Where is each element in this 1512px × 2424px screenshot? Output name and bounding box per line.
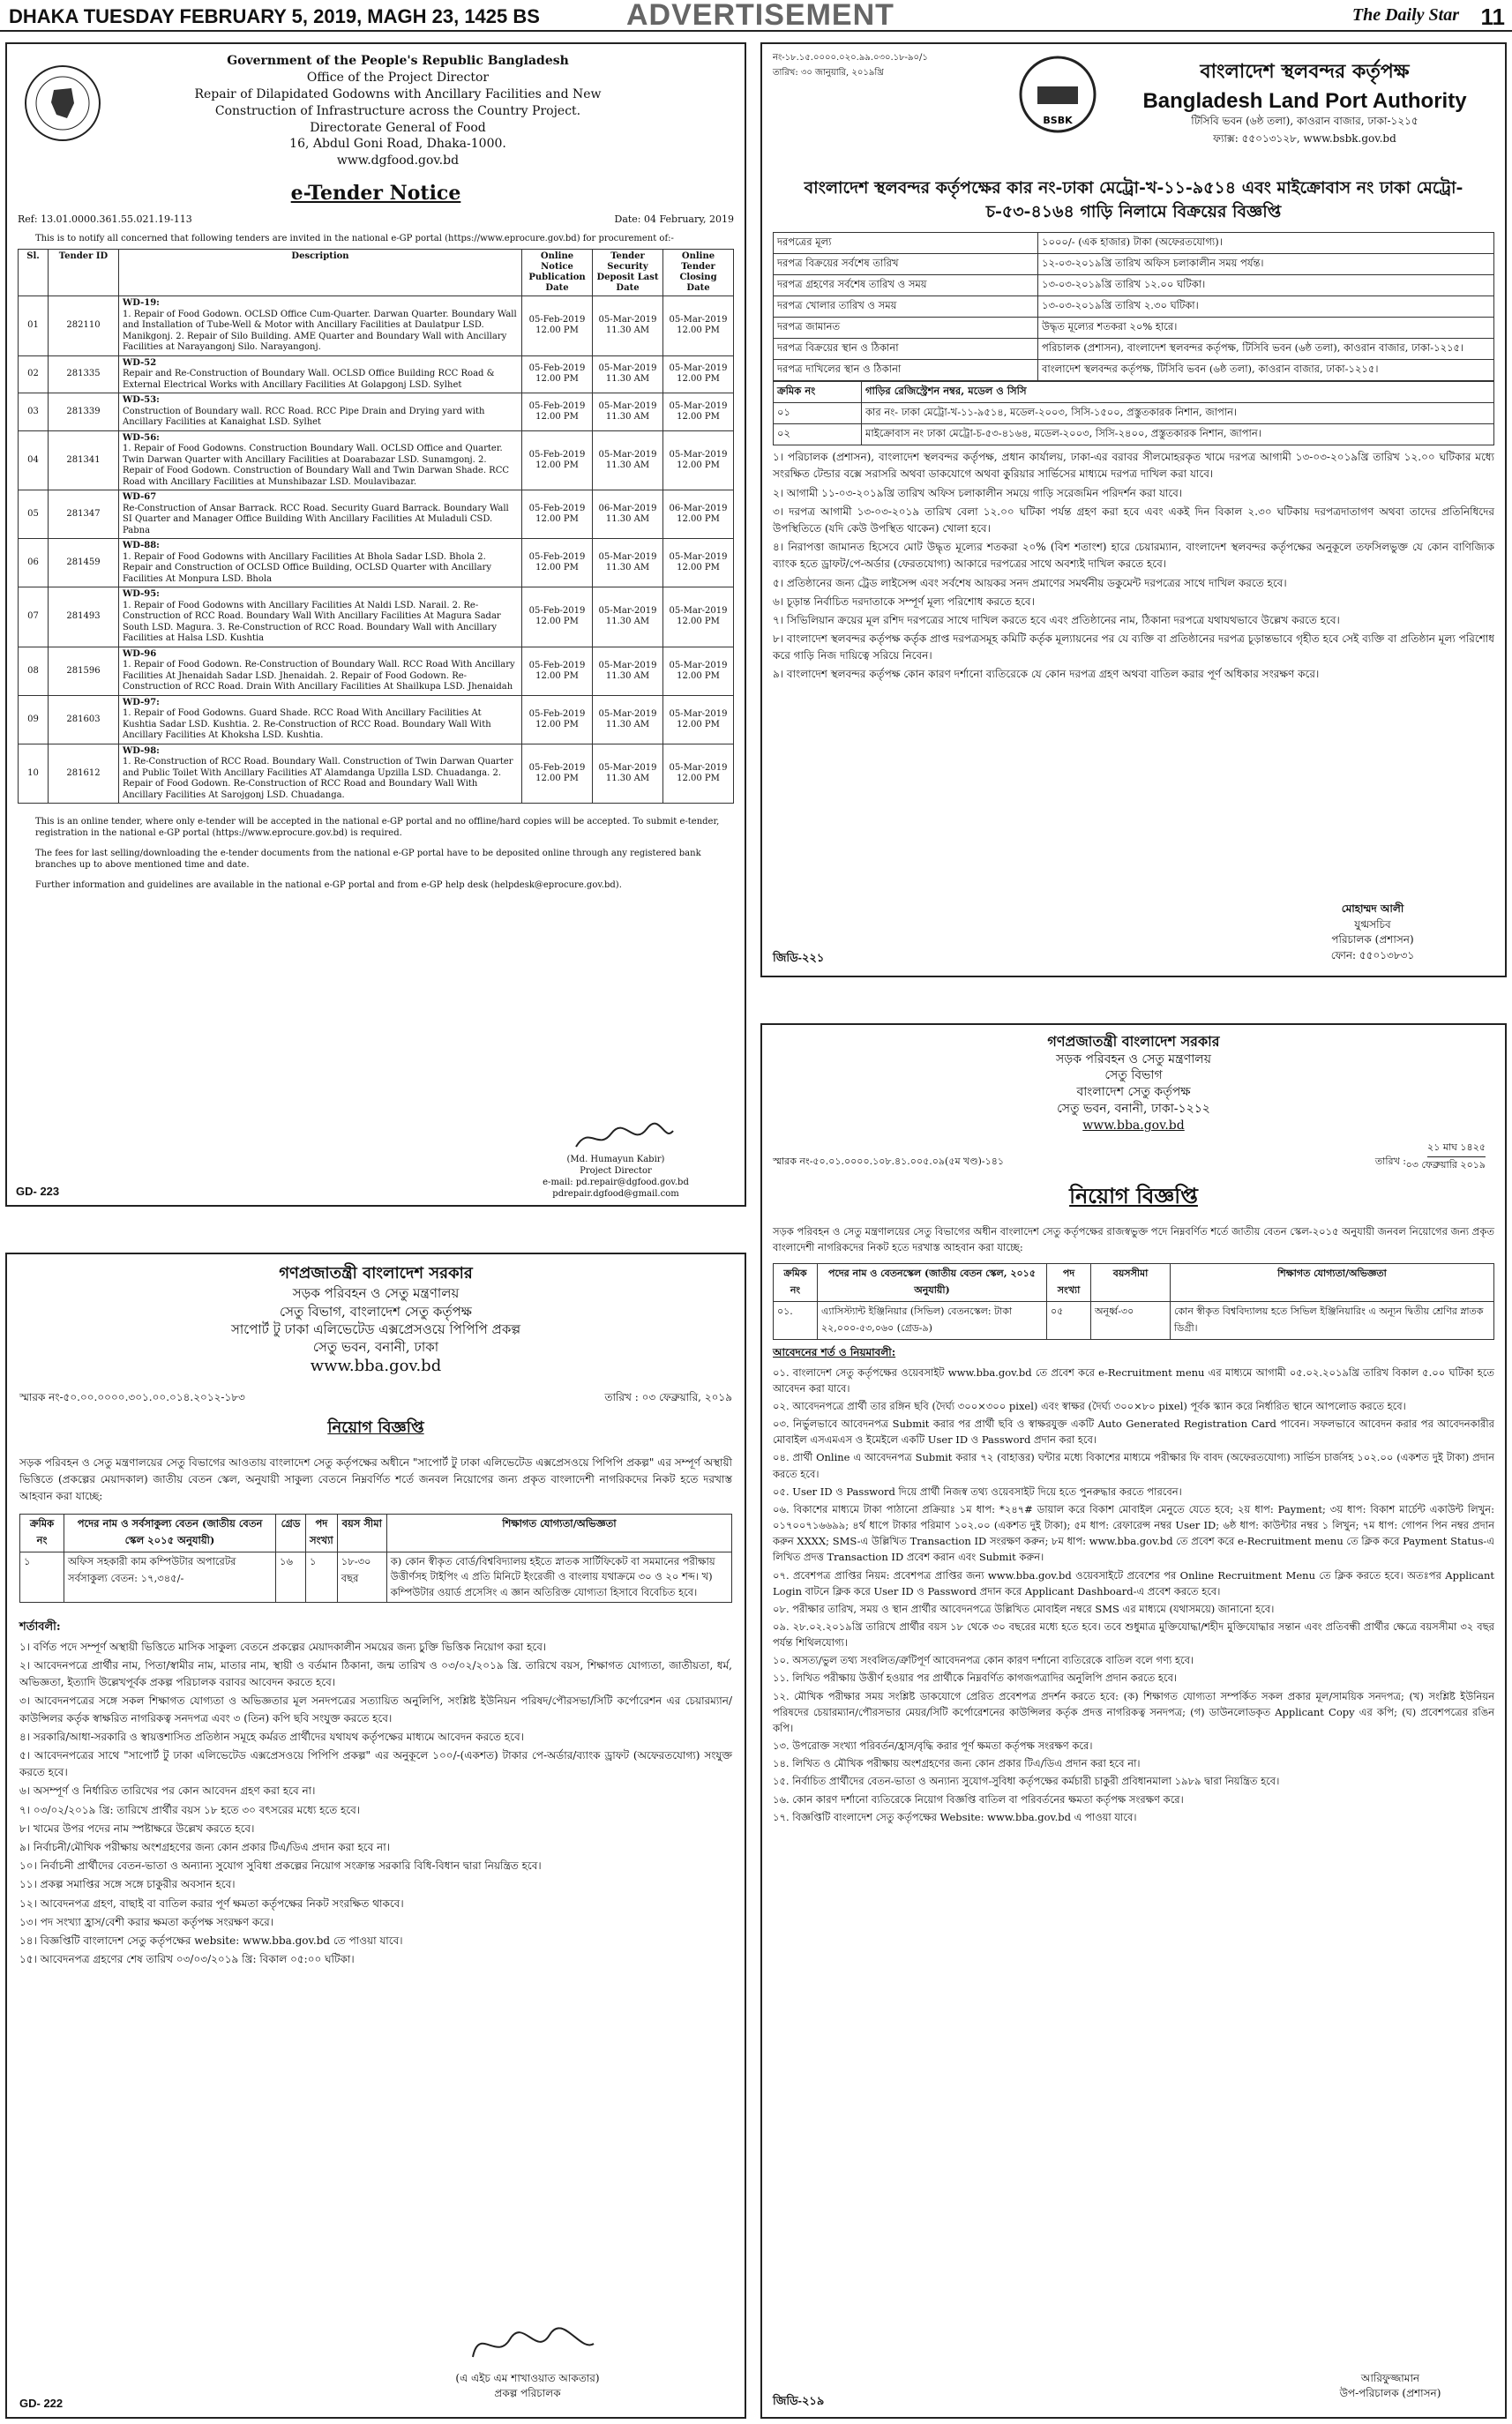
table-row <box>774 296 1494 318</box>
bba-recruitment-notice-1 <box>5 1253 746 2419</box>
bba2-division: সেতু বিভাগ <box>1104 1068 1163 1083</box>
project-line-2: Construction of Infrastructure across the Country Project. <box>214 103 581 118</box>
row-description-cell <box>119 355 522 393</box>
info-value: ১২-০৩-২০১৯খ্রি তারিখ অফিস চলাকালীন সময় পর্যন্ত। <box>1038 254 1494 275</box>
authority-fax: ফ্যাক্স: ৫৫০১৩১২৮, www.bsbk.gov.bd <box>1213 132 1396 145</box>
directorate-line: Directorate General of Food <box>310 120 486 135</box>
page-number: 11 <box>1480 4 1505 30</box>
land-signatory-title-2: পরিচালক (প্রশাসন) <box>1331 933 1414 946</box>
row-sl: 10 <box>19 744 49 804</box>
list-item: ০২. আবেদনপত্রে প্রার্থী তার রঙ্গিন ছবি (দৈর্ঘ্য ৩০০×৩০০ pixel) এবং স্বাক্ষর (দৈর্ঘ্য ৩০০×৮০ pixel) পূর্বক স্ক্যান করে নির্ধারিত স্থানে আপলোড করতে হবে। <box>773 1399 1406 1412</box>
row-tender-id: 281459 <box>49 539 119 587</box>
note-fees: The fees for last selling/downloading the e-tender documents from the national e-GP portal have to be deposited online through any registered bank branches up to above mentioned time and date. <box>35 849 701 871</box>
row-security-date: 06-Mar-2019 11.30 AM <box>593 490 663 539</box>
bba1-ministry: সড়ক পরিবহন ও সেতু মন্ত্রণালয় <box>292 1285 460 1302</box>
row-security-date: 05-Mar-2019 11.30 AM <box>593 744 663 804</box>
bba2-terms-heading: আবেদনের শর্ত ও নিয়মাবলী: <box>773 1345 896 1358</box>
bba1-cell: ১৬ <box>276 1552 306 1603</box>
list-item: ১২. মৌখিক পরীক্ষার সময় সংশ্লিষ্ট ডাকযোগে প্রেরিত প্রবেশপত্র প্রদর্শন করতে হবে: (ক) শিক্ষাগত যোগ্যতা সম্পর্কিত সকল প্রকার মূল/সাময়িক সনদপত্র; (খ) সংশ্লিষ্ট ইউনিয়ন পরিষদের চেয়ারম্যান/পৌরসভার মেয়র/সিটি কর্পোরেশনের কাউন্সিলর কর্তৃক প্রদত্ত নাগরিকত্ব সনদপত্র; (গ) ডাউনলোডকৃত Applicant Copy এর কপি; (ঘ) প্রবেশপত্রের রঙিন কপি। <box>773 1689 1494 1734</box>
list-item: ৩। আবেদনপত্রের সঙ্গে সকল শিক্ষাগত যোগ্যতা ও অভিজ্ঞতার মূল সনদপত্রের সত্যায়িত অনুলিপি, সংশ্লিষ্ট ইউনিয়ন পরিষদ/পৌরসভা/সিটি কর্পোরেশন এর চেয়ারম্যান/কাউন্সিলর কর্তৃক স্বাক্ষরিত নাগরিকত্ব সনদপত্র এবং ৩ (তিন) কপি ছবি সংযুক্ত করতে হবে। <box>19 1695 732 1724</box>
row-security-date: 05-Mar-2019 11.30 AM <box>593 393 663 431</box>
dateline: DHAKA TUESDAY FEBRUARY 5, 2019, MAGH 23, 1425 BS <box>9 5 540 27</box>
table-row <box>774 403 1494 424</box>
bba1-cell: ১ <box>306 1552 338 1603</box>
signature-icon <box>572 1120 677 1156</box>
row-closing-date: 06-Mar-2019 12.00 PM <box>663 490 734 539</box>
e-tender-notice <box>5 42 746 1207</box>
bba1-division: সেতু বিভাগ, বাংলাদেশ সেতু কর্তৃপক্ষ <box>280 1303 472 1320</box>
col-publication: Online Notice Publication Date <box>522 250 593 296</box>
row-publication-date: 05-Feb-2019 12.00 PM <box>522 296 593 356</box>
land-signatory-phone: ফোন: ৫৫০১৩৮৩১ <box>1330 948 1415 961</box>
col-security: Tender Security Deposit Last Date <box>593 250 663 296</box>
land-port-auction-notice <box>760 42 1507 977</box>
list-item: ৪। সরকারি/আধা-সরকারি ও স্বায়ত্তশাসিত প্রতিষ্ঠান সমূহে কর্মরত প্রার্থীদের যথাযথ কর্তৃপক্ষের মাধ্যমে আবেদন করতে হবে। <box>19 1730 524 1743</box>
government-seal-icon <box>23 64 102 143</box>
col-closing: Online Tender Closing Date <box>663 250 734 296</box>
table-row <box>774 233 1494 254</box>
list-item: ১৪। বিজ্ঞপ্তিটি বাংলাদেশ সেতু কর্তৃপক্ষের website: www.bba.gov.bd তে পাওয়া যাবে। <box>19 1934 403 1947</box>
row-description-cell <box>119 695 522 744</box>
bba2-date-bengali: ২১ মাঘ ১৪২৫ <box>1427 1140 1486 1157</box>
row-tender-id: 281339 <box>49 393 119 431</box>
row-security-date: 05-Mar-2019 11.30 AM <box>593 587 663 647</box>
bba1-terms-heading: শর্তাবলী: <box>19 1620 61 1634</box>
bba2-website[interactable]: www.bba.gov.bd <box>1082 1118 1185 1133</box>
bba2-memo: স্মারক নং-৫০.০১.০০০০.১০৮.৪১.০০৫.০৯(৫ম খণ্ড)-১৪১ <box>773 1156 1005 1168</box>
table-row <box>774 275 1494 296</box>
row-publication-date: 05-Feb-2019 12.00 PM <box>522 490 593 539</box>
website-link[interactable]: www.dgfood.gov.bd <box>336 153 460 168</box>
table-row <box>774 424 1494 445</box>
land-signatory-title: যুগ্মসচিব <box>1354 917 1391 931</box>
table-row <box>19 744 734 804</box>
list-item: ১১. লিখিত পরীক্ষায় উত্তীর্ণ হওয়ার পর প্রার্থীকে নিম্নবর্ণিত কাগজপত্রাদির অনুলিপি প্রদান করতে হবে। <box>773 1672 1178 1685</box>
bba2-cell: এ্যাসিস্ট্যান্ট ইঞ্জিনিয়ার (সিভিল) বেতনস্কেল: টাকা ২২,০০০-৫৩,০৬০ (গ্রেড-৯) <box>818 1301 1047 1339</box>
signatory-email: e-mail: pd.repair@dgfood.gov.bd <box>543 1178 689 1187</box>
bba1-cell: ১৮-৩০ বছর <box>337 1552 386 1603</box>
bba1-signature-icon <box>466 2322 598 2366</box>
row-code: WD-88: <box>123 541 160 551</box>
row-publication-date: 05-Feb-2019 12.00 PM <box>522 430 593 490</box>
info-label: দরপত্র বিক্রয়ের স্থান ও ঠিকানা <box>774 339 1038 360</box>
list-item: ৬। অসম্পূর্ণ ও নির্ধারিত তারিখের পর কোন আবেদন গ্রহণ করা হবে না। <box>19 1784 316 1798</box>
vehicle-sl: ০১ <box>774 403 862 424</box>
list-item: ০৯. ২৮.০২.২০১৯খ্রি তারিখে প্রার্থীর বয়স ১৮ থেকে ৩০ বছরের মধ্যে হতে হবে। তবে শুধুমাত্র মুক্তিযোদ্ধা/শহীদ মুক্তিযোদ্ধার সন্তান এবং প্রতিবন্ধী প্রার্থীর ক্ষেত্রে বয়সসীমা ৩২ বছর পর্যন্ত শিথিলযোগ্য। <box>773 1620 1494 1650</box>
bba2-address: সেতু ভবন, বনানী, ঢাকা-১২১২ <box>1057 1102 1210 1117</box>
row-description-cell <box>119 744 522 804</box>
logo-text: BSBK <box>1043 115 1073 126</box>
row-description: 1. Repair of Food Godown. Re-Construction of Boundary Wall. RCC Road With Ancillary Facilities At Jhenaidah Sadar LSD. Jhenaidah. 2. Repair of Food Godown. Re-Construction of RCC Road. Drain With Ancillary Facilities At Shailkupa LSD. Jhenaidah <box>123 660 515 692</box>
row-sl: 02 <box>19 355 49 393</box>
list-item: ০১. বাংলাদেশ সেতু কর্তৃপক্ষের ওয়েবসাইট www.bba.gov.bd তে প্রবেশ করে e-Recruitment menu এর মাধ্যমে আগামী ০৫.০২.২০১৯খ্রি তারিখ বিকাল ৫.০০ ঘটিকা হতে আবেদন করা যাবে। <box>773 1365 1494 1395</box>
table-row <box>19 587 734 647</box>
list-item: ১৭. বিজ্ঞপ্তিটি বাংলাদেশ সেতু কর্তৃপক্ষের Website: www.bba.gov.bd এ পাওয়া যাবে। <box>773 1810 1137 1823</box>
bba1-memo: স্মারক নং-৫০.০০.০০০০.৩০১.০০.০১৪.২০১২-১৮৩ <box>19 1390 245 1403</box>
bba1-col-count: পদ সংখ্যা <box>306 1515 338 1552</box>
row-description: 1. Repair of Food Godowns. Construction Boundary Wall. OCLSD Office and Quarter. Twin Darwan Quarter with Ancillary Facilities at Doarabazar LSD. Sunamgonj. 2. Repair of Food Godown. Construction of Boundary Wall and Twin Darwan Shade. RCC Road with Ancillary Facilities at Munshibazar LSD. Moulavibazar. <box>123 444 510 487</box>
table-row <box>774 318 1494 339</box>
row-publication-date: 05-Feb-2019 12.00 PM <box>522 587 593 647</box>
row-sl: 06 <box>19 539 49 587</box>
row-description: Construction of Boundary wall. RCC Road. RCC Pipe Drain and Drying yard with Ancillary Facilities at Kanaighat LSD. Sylhet <box>123 406 485 428</box>
land-gd-number: জিডি-২২১ <box>773 951 825 964</box>
row-closing-date: 05-Mar-2019 12.00 PM <box>663 695 734 744</box>
row-tender-id: 281341 <box>49 430 119 490</box>
table-row <box>19 355 734 393</box>
list-item: ১০। নির্বাচনী প্রার্থীদের বেতন-ভাতা ও অন্যান্য সুযোগ সুবিধা প্রকল্পের নিয়োগ সংক্রান্ত সরকারি বিধি-বিধান দ্বারা নিয়ন্ত্রিত হবে। <box>19 1859 542 1873</box>
vehicle-col-sl: ক্রমিক নং <box>774 382 862 403</box>
list-item: ০৮. পরীক্ষার তারিখ, সময় ও স্থান প্রার্থীর আবেদনপত্রে উল্লিখিত মোবাইল নম্বরে SMS এর মাধ্যমে (যথাসময়ে) জানানো হবে। <box>773 1602 1275 1615</box>
list-item: ১০. অসত্য/ভুল তথ্য সংবলিত/ত্রুটিপূর্ণ আবেদনপত্র কোন কারণ দর্শানো ব্যতিরেকে বাতিল বলে গণ্য হবে। <box>773 1654 1194 1667</box>
list-item: ১৩। পদ সংখ্যা হ্রাস/বেশী করার ক্ষমতা কর্তৃপক্ষ সংরক্ষণ করে। <box>19 1915 273 1928</box>
auction-info-table <box>773 232 1494 381</box>
info-value: পরিচালক (প্রশাসন), বাংলাদেশ স্থলবন্দর কর্তৃপক্ষ, টিসিবি ভবন (৬ষ্ঠ তলা), কাওরান বাজার, ঢাকা-১২১৫। <box>1038 339 1494 360</box>
list-item: ১৫. নির্বাচিত প্রার্থীদের বেতন-ভাতা ও অন্যান্য সুযোগ-সুবিধা কর্তৃপক্ষের কর্মচারী চাকুরী প্রবিধানমালা ১৯৮৯ দ্বারা নিয়ন্ত্রিত হবে। <box>773 1775 1280 1788</box>
bba2-date-gregorian: ০৩ ফেব্রুয়ারি ২০১৯ <box>1405 1159 1486 1171</box>
note-online: This is an online tender, where only e-tender will be accepted in the national e-GP portal and no offline/hard copies will be accepted. To submit e-tender, registration in the national e-GP portal (https://www.eprocure.gov.bd) is required. <box>35 817 720 839</box>
list-item: ১৬. কোন কারণ দর্শানো ব্যতিরেকে নিয়োগ বিজ্ঞপ্তি বাতিল বা পরিবর্তনের ক্ষমতা কর্তৃপক্ষ সংরক্ষণ করে। <box>773 1792 1184 1806</box>
info-label: দরপত্র খোলার তারিখ ও সময় <box>774 296 1038 318</box>
row-closing-date: 05-Mar-2019 12.00 PM <box>663 647 734 695</box>
bba2-signatory-name: আরিফুজ্জামান <box>1360 2372 1420 2385</box>
bba1-col-age: বয়স সীমা <box>337 1515 386 1552</box>
bba2-col-age: বয়সসীমা <box>1091 1263 1171 1301</box>
bba1-cell: ১ <box>20 1552 64 1603</box>
bba1-cell: ক) কোন স্বীকৃত বোর্ড/বিশ্ববিদ্যালয় হইতে স্নাতক সার্টিফিকেট বা সমমানের পরীক্ষায় উত্তীর্ণসহ টাইপিং এ প্রতি মিনিটে ইংরেজী ও বাংলায় যথাক্রমে ৩০ ও ২০ শব্দ। খ) কম্পিউটার ওয়ার্ড প্রসেসিং এ জ্ঞান অতিরিক্ত যোগ্যতা হিসাবে বিবেচিত হবে। <box>386 1552 731 1603</box>
row-sl: 07 <box>19 587 49 647</box>
row-description: Repair and Re-Construction of Boundary Wall. OCLSD Office Building RCC Road & External Electrical Works with Ancillary Facilities At Golapgonj LSD. Sylhet <box>123 369 495 390</box>
row-description-cell <box>119 647 522 695</box>
vehicle-sl: ০২ <box>774 424 862 445</box>
list-item: ৩। দরপত্র আগামী ১৩-০৩-২০১৯ তারিখ বেলা ১২.০০ ঘটিকা পর্যন্ত গ্রহণ করা হবে এবং একই দিন বিকাল ২.৩০ ঘটিকায় দরপত্রদাতাগণ অথবা তাদের প্রতিনিধিদের উপস্থিতিতে (যদি কেউ উপস্থিত থাকেন) খোলা হবে। <box>773 505 1494 535</box>
row-closing-date: 05-Mar-2019 12.00 PM <box>663 296 734 356</box>
section-title: ADVERTISEMENT <box>626 0 894 32</box>
bba2-cell: অনূর্ধ্ব-৩০ <box>1091 1301 1171 1339</box>
row-description-cell <box>119 393 522 431</box>
row-closing-date: 05-Mar-2019 12.00 PM <box>663 430 734 490</box>
vehicle-col-desc: গাড়ির রেজিস্ট্রেশন নম্বর, মডেল ও সিসি <box>862 382 1494 403</box>
table-row <box>20 1552 732 1603</box>
list-item: ১। বর্ণিত পদে সম্পূর্ণ অস্থায়ী ভিত্তিতে মাসিক সাকুল্য বেতনে প্রকল্পের মেয়াদকালীন সময়ের জন্য চুক্তি ভিত্তিক নিয়োগ করা হবে। <box>19 1640 547 1653</box>
list-item: ০৩. নির্ভুলভাবে আবেদনপত্র Submit করার পর প্রার্থী ছবি ও স্বাক্ষরযুক্ত একটি Auto Generated Registration Card পাবেন। সফলভাবে আবেদন করার পর আবেদনকারীর মোবাইল এসএমএস ও ইমেইলে একটি User ID ও Password প্রদান করা হবে। <box>773 1418 1494 1447</box>
row-publication-date: 05-Feb-2019 12.00 PM <box>522 695 593 744</box>
vehicle-desc: কার নং- ঢাকা মেট্রো-খ-১১-৯৫১৪, মডেল-২০০৩, সিসি-১৫০০, প্রস্তুতকারক নিশান, জাপান। <box>862 403 1494 424</box>
bba1-col-qual: শিক্ষাগত যোগ্যতা/অভিজ্ঞতা <box>386 1515 731 1552</box>
gov-line: Government of the People's Republic Bangladesh <box>227 54 569 68</box>
bba2-col-post: পদের নাম ও বেতনস্কেল (জাতীয় বেতন স্কেল, ২০১৫ অনুযায়ী) <box>818 1263 1047 1301</box>
memo-number: নং-১৮.১৫.০০০০.০২০.৯৯.০৩০.১৮-৯০/১ <box>773 53 928 63</box>
row-security-date: 05-Mar-2019 11.30 AM <box>593 296 663 356</box>
bba2-col-qual: শিক্ষাগত যোগ্যতা/অভিজ্ঞতা <box>1171 1263 1494 1301</box>
bba2-cell: ০১. <box>774 1301 818 1339</box>
bba2-col-sl: ক্রমিক নং <box>774 1263 818 1301</box>
row-description-cell <box>119 539 522 587</box>
bsbk-logo-icon <box>1018 55 1097 134</box>
vehicle-table <box>773 381 1494 445</box>
intro-text: This is to notify all concerned that following tenders are invited in the national e-GP portal (https://www.eprocure.gov.bd) for procurement of:- <box>35 234 674 244</box>
row-description: 1. Repair of Food Godowns with Ancillary Facilities At Bhola Sadar LSD. Bhola 2. Repair and Construction of OCLSD Office Building, OCLSD Quarter with Ancillary Facilities At Monpura LSD. Bhola <box>123 551 491 584</box>
row-code: WD-97: <box>123 697 160 707</box>
row-publication-date: 05-Feb-2019 12.00 PM <box>522 744 593 804</box>
row-sl: 04 <box>19 430 49 490</box>
tender-table <box>18 249 734 804</box>
bba-recruitment-notice-2 <box>760 1023 1507 2419</box>
row-security-date: 05-Mar-2019 11.30 AM <box>593 430 663 490</box>
list-item: ৮। বাংলাদেশ স্থলবন্দর কর্তৃপক্ষ কর্তৃক প্রাপ্ত দরপত্রসমূহ কমিটি কর্তৃক মূল্যায়নের পর যে ব্যক্তি বা প্রতিষ্ঠানের দরপত্র চূড়ান্তভাবে গৃহীত হবে সেই ব্যক্তি বা প্রতিষ্ঠান মূল্য পরিশোধ করে গাড়ি নিজ দায়িত্বে সরিয়ে নিবেন। <box>773 632 1494 662</box>
info-label: দরপত্র দাখিলের স্থান ও ঠিকানা <box>774 360 1038 381</box>
table-row <box>19 296 734 356</box>
row-closing-date: 05-Mar-2019 12.00 PM <box>663 587 734 647</box>
row-tender-id: 281612 <box>49 744 119 804</box>
bba1-col-grade: গ্রেড <box>276 1515 306 1552</box>
table-row <box>19 490 734 539</box>
page-header <box>0 0 1512 32</box>
row-code: WD-96 <box>123 648 157 659</box>
authority-address: টিসিবি ভবন (৬ষ্ঠ তলা), কাওরান বাজার, ঢাকা-১২১৫ <box>1191 115 1418 127</box>
row-description: 1. Repair of Food Godowns. Guard Shade. RCC Road With Ancillary Facilities At Kushtia Sadar LSD. Kushtia. 2. Re-Construction of RCC Road. Boundary Wall With Ancillary Facilities At Khoksha LSD. Kushtia. <box>123 708 491 741</box>
row-tender-id: 281493 <box>49 587 119 647</box>
list-item: ১৪. লিখিত ও মৌখিক পরীক্ষায় অংশগ্রহণের জন্য কোন প্রকার টিএ/ডিএ প্রদান করা হবে না। <box>773 1757 1141 1770</box>
table-row <box>19 647 734 695</box>
row-sl: 08 <box>19 647 49 695</box>
memo-date: তারিখ: ৩০ জানুয়ারি, ২০১৯খ্রি <box>773 68 884 78</box>
row-closing-date: 05-Mar-2019 12.00 PM <box>663 744 734 804</box>
row-tender-id: 281603 <box>49 695 119 744</box>
signatory-name: (Md. Humayun Kabir) <box>566 1155 665 1164</box>
col-tender-id: Tender ID <box>49 250 119 296</box>
list-item: ১১। প্রকল্প সমাপ্তির সঙ্গে সঙ্গে চাকুরীর অবসান হবে। <box>19 1878 236 1891</box>
address-line: 16, Abdul Goni Road, Dhaka-1000. <box>289 137 506 152</box>
gd-number: GD- 223 <box>16 1185 60 1198</box>
info-value: ১৩-০৩-২০১৯খ্রি তারিখ ২.৩০ ঘটিকা। <box>1038 296 1494 318</box>
auction-title: বাংলাদেশ স্থলবন্দর কর্তৃপক্ষের কার নং-ঢাকা মেট্রো-খ-১১-৯৫১৪ এবং মাইক্রোবাস নং ঢাকা মেট্রো-চ-৫৩-৪১৬৪ গাড়ি নিলামে বিক্রয়ের বিজ্ঞপ্তি <box>804 178 1463 221</box>
row-publication-date: 05-Feb-2019 12.00 PM <box>522 393 593 431</box>
bba1-intro: সড়ক পরিবহন ও সেতু মন্ত্রণালয়ের সেতু বিভাগের আওতায় বাংলাদেশ সেতু কর্তৃপক্ষের অধীনে "সাপোর্ট টু ঢাকা এলিভেটেড এক্সপ্রেসওয়ে পিপিপি প্রকল্প" এর সম্পূর্ণ অস্থায়ী ভিত্তিতে (প্রকল্পের মেয়াদকাল) জাতীয় বেতন স্কেল, অনুযায়ী সাকুল্য বেতনে নিম্নবর্ণিত শর্তে জনবল নিয়োগের জন্য প্রকৃত বাংলাদেশী নাগরিকদের নিকট হতে দরখাস্ত আহবান করা যাচ্ছে: <box>19 1455 732 1502</box>
row-tender-id: 281596 <box>49 647 119 695</box>
list-item: ২। আবেদনপত্রে প্রার্থীর নাম, পিতা/স্বামীর নাম, মাতার নাম, স্থায়ী ও বর্তমান ঠিকানা, জন্ম তারিখ ও ০৩/০২/২০১৯ খ্রি. তারিখে বয়স, শিক্ষাগত যোগ্যতা, জাতীয়তা, ধর্ম, অভিজ্ঞতা, ইত্যাদি উল্লেখপূর্বক প্রকল্প পরিচালক বরাবর আবেদন করতে হবে। <box>19 1659 732 1689</box>
table-row <box>774 339 1494 360</box>
bba2-intro: সড়ক পরিবহন ও সেতু মন্ত্রণালয়ের সেতু বিভাগের অধীন বাংলাদেশ সেতু কর্তৃপক্ষের রাজস্বভুক্ত পদে নিম্নবর্ণিত শর্তে জাতীয় বেতন স্কেল-২০১৫ অনুযায়ী জনবল নিয়োগের জন্য প্রকৃত বাংলাদেশী নাগরিকদের নিকট হতে দরখাস্ত আহবান করা যাচ্ছে: <box>773 1225 1494 1253</box>
list-item: ৯। নির্বাচনী/মৌখিক পরীক্ষায় অংশগ্রহণের জন্য কোন প্রকার টিএ/ডিএ প্রদান করা হবে না। <box>19 1840 391 1853</box>
table-row <box>774 254 1494 275</box>
list-item: ৯। বাংলাদেশ স্থলবন্দর কর্তৃপক্ষ কোন কারণ দর্শানো ব্যতিরেকে যে কোন দরপত্র গ্রহণ অথবা বাতিল করার পূর্ণ অধিকার সংরক্ষণ করে। <box>773 668 1320 681</box>
en-authority-name: Bangladesh Land Port Authority <box>1142 89 1467 113</box>
list-item: ৬। চূড়ান্ত নির্বাচিত দরদাতাকে সম্পূর্ণ মূল্য পরিশোধ করতে হবে। <box>773 595 1035 608</box>
signatory-title: Project Director <box>580 1166 652 1176</box>
notice-title: e-Tender Notice <box>290 182 461 206</box>
list-item: ৭। ০৩/০২/২০১৯ খ্রি: তারিখে প্রার্থীর বয়স ১৮ হতে ৩০ বৎসরের মধ্যে হতে হবে। <box>19 1803 361 1816</box>
row-description-cell <box>119 490 522 539</box>
list-item: ০৭. প্রবেশপত্র প্রাপ্তির নিয়ম: প্রবেশপত্র প্রাপ্তির জন্য www.bba.gov.bd ওয়েবসাইটে প্রবেশের পর Online Recruitment Menu তে ক্লিক করতে হবে। অতঃপর Applicant Login বাটনে ক্লিক করে User ID ও Password প্রদান করে Applicant Dashboard-এ প্রবেশ করতে হবে। <box>773 1568 1494 1597</box>
list-item: ২। আগামী ১১-০৩-২০১৯খ্রি তারিখ অফিস চলাকালীন সময়ে গাড়ি সরেজমিন পরিদর্শন করা যাবে। <box>773 486 1183 499</box>
bba2-ministry: সড়ক পরিবহন ও সেতু মন্ত্রণালয় <box>1056 1051 1211 1066</box>
bba2-signatory-title: উপ-পরিচালক (প্রশাসন) <box>1339 2387 1441 2400</box>
bn-authority-name: বাংলাদেশ স্থলবন্দর কর্তৃপক্ষ <box>1200 60 1410 83</box>
col-sl: Sl. <box>19 250 49 296</box>
list-item: ৪। নিরাপত্তা জামানত হিসেবে মোট উদ্ধৃত মূল্যের শতকরা ২০% (বিশ শতাংশ) হারে চেয়ারম্যান, বাংলাদেশ স্থলবন্দর কর্তৃপক্ষের অনুকূলে তফসিলভুক্ত যে কোন বাণিজ্যিক ব্যাংক হতে ড্রাফট/পে-অর্ডার (ফেরতযোগ্য) আকারে দরপত্রের সাথে অবশ্যই দাখিল করতে হবে। <box>773 541 1494 571</box>
list-item: ১। পরিচালক (প্রশাসন), বাংলাদেশ স্থলবন্দর কর্তৃপক্ষ, প্রধান কার্যালয়, ঢাকা-এর বরাবর সীলমোহরকৃত খামে দরপত্র আগামী ১৩-০৩-২০১৯খ্রি তারিখ ১২.০০ ঘটিকার মধ্যে সংরক্ষিত টেন্ডার বক্সে সরাসরি অথবা ডাকযোগে অথবা কুরিয়ার সার্ভিসের মাধ্যমে দরপত্র দাখিল করা যাবে। <box>773 451 1494 481</box>
row-description-cell <box>119 430 522 490</box>
bba2-title: নিয়োগ বিজ্ঞপ্তি <box>1069 1183 1198 1209</box>
office-line: Office of the Project Director <box>306 70 490 85</box>
row-description: 1. Repair of Food Godowns with Ancillary Facilities At Naldi LSD. Narail. 2. Re-Construction of RCC Road. Boundary Wall With Ancillary Facilities At Magura Sadar South LSD. Magura. 3. Re-Construction of RCC Road. Boundary Wall with Ancillary Facilities at Halsa LSD. Kushtia <box>123 600 501 644</box>
row-description-cell <box>119 587 522 647</box>
row-description: Re-Construction of Ansar Barrack. RCC Road. Security Guard Barrack. Boundary Wall SI Quarter and Manager Office Building With Ancillary Facilities At Muladuli CSD. Pabna <box>123 503 509 535</box>
notice-date: Date: 04 February, 2019 <box>614 213 734 226</box>
row-sl: 01 <box>19 296 49 356</box>
row-code: WD-52 <box>123 357 157 368</box>
info-label: দরপত্রের মূল্য <box>774 233 1038 254</box>
row-publication-date: 05-Feb-2019 12.00 PM <box>522 539 593 587</box>
table-row <box>19 539 734 587</box>
project-line-1: Repair of Dilapidated Godowns with Ancillary Facilities and New <box>194 86 602 101</box>
bba1-date: তারিখ : ০৩ ফেব্রুয়ারি, ২০১৯ <box>604 1390 732 1403</box>
bba1-gd-number: GD- 222 <box>19 2397 64 2410</box>
list-item: ১৫। আবেদনপত্র গ্রহণের শেষ তারিখ ০৩/০৩/২০১৯ খ্রি: বিকাল ০৫:০০ ঘটিকা। <box>19 1953 355 1966</box>
info-label: দরপত্র গ্রহণের সর্বশেষ তারিখ ও সময় <box>774 275 1038 296</box>
bba2-post-table <box>773 1263 1494 1340</box>
table-row <box>19 430 734 490</box>
bba1-cell: অফিস সহকারী কাম কম্পিউটার অপারেটর সর্বসাকুল্য বেতন: ১৭,৩৪৫/- <box>64 1552 276 1603</box>
info-label: দরপত্র জামানত <box>774 318 1038 339</box>
bba1-title: নিয়োগ বিজ্ঞপ্তি <box>327 1418 424 1437</box>
bba1-post-table <box>19 1514 732 1603</box>
bba2-date-label: তারিখ : <box>1374 1156 1406 1168</box>
list-item: ০৪. প্রার্থী Online এ আবেদনপত্র Submit করার ৭২ (বাহাত্তর) ঘন্টার মধ্যে বিকাশের মাধ্যমে পরীক্ষার ফি বাবদ (অফেরতযোগ্য) সার্ভিস চার্জসহ ১০২.০০ (একশত দুই টাকা) প্রদান করতে হবে। <box>773 1451 1494 1480</box>
list-item: ৮। খামের উপর পদের নাম স্পষ্টাক্ষরে উল্লেখ করতে হবে। <box>19 1822 255 1835</box>
bba1-signatory-title: প্রকল্প পরিচালক <box>494 2386 561 2399</box>
signatory-email-2: pdrepair.dgfood@gmail.com <box>552 1189 679 1199</box>
bba1-col-post: পদের নাম ও সর্বসাকুল্য বেতন (জাতীয় বেতন স্কেল ২০১৫ অনুযায়ী) <box>64 1515 276 1552</box>
note-help: Further information and guidelines are available in the national e-GP portal and from e-GP help desk (helpdesk@eprocure.gov.bd). <box>35 880 622 891</box>
row-code: WD-95: <box>123 589 160 600</box>
row-code: WD-53: <box>123 395 160 406</box>
row-description: 1. Re-Construction of RCC Road. Boundary Wall. Construction of Twin Darwan Quarter and Public Toilet With Ancillary Facilities AT Alamdanga Upzilla LSD. Chuadanga. 2. Repair of Food Godown. Re-Construction of RCC Road and Boundary Wall With Ancillary Facilities At Sarojgonj LSD. Chuadanga. <box>123 757 513 800</box>
bba2-authority: বাংলাদেশ সেতু কর্তৃপক্ষ <box>1076 1085 1191 1100</box>
bba2-cell: কোন স্বীকৃত বিশ্ববিদ্যালয় হতে সিভিল ইঞ্জিনিয়ারিং এ অন্যূন দ্বিতীয় শ্রেণির স্নাতক ডিগ্রী। <box>1171 1301 1494 1339</box>
row-publication-date: 05-Feb-2019 12.00 PM <box>522 355 593 393</box>
bba1-gov-line: গণপ্রজাতন্ত্রী বাংলাদেশ সরকার <box>279 1264 473 1283</box>
list-item: ১২। আবেদনপত্র গ্রহণ, বাছাই বা বাতিল করার পূর্ণ ক্ষমতা কর্তৃপক্ষের নিকট সংরক্ষিত থাকবে। <box>19 1897 404 1910</box>
bba1-address: সেতু ভবন, বনানী, ঢাকা <box>312 1339 439 1356</box>
col-description: Description <box>119 250 522 296</box>
bba2-gd-number: জিডি-২১৯ <box>773 2394 825 2407</box>
bba2-col-count: পদ সংখ্যা <box>1047 1263 1091 1301</box>
list-item: ৫। আবেদনপত্রের সাথে "সাপোর্ট টু ঢাকা এলিভেটেড এক্সপ্রেসওয়ে পিপিপি প্রকল্প" এর অনুকূলে ১০০/-(একশত) টাকার পে-অর্ডার/ব্যাংক ড্রাফট (অফেরতযোগ্য) সংযুক্ত করতে হবে। <box>19 1749 732 1779</box>
table-row <box>19 695 734 744</box>
vehicle-desc: মাইক্রোবাস নং ঢাকা মেট্রো-চ-৫৩-৪১৬৪, মডেল-২০০৩, সিসি-২৪০০, প্রস্তুতকারক নিশান, জাপান। <box>862 424 1494 445</box>
row-closing-date: 05-Mar-2019 12.00 PM <box>663 355 734 393</box>
row-code: WD-19: <box>123 298 160 309</box>
list-item: ১৩. উপরোক্ত সংখ্যা পরিবর্তন/হ্রাস/বৃদ্ধি করার পূর্ণ ক্ষমতা কর্তৃপক্ষ সংরক্ষণ করে। <box>773 1739 1093 1753</box>
table-row <box>774 1301 1494 1339</box>
bba1-website[interactable]: www.bba.gov.bd <box>310 1357 442 1376</box>
list-item: ৫। প্রতিষ্ঠানের জন্য ট্রেড লাইসেন্স এবং সর্বশেষ আয়কর সনদ প্রমাণের সমর্থনীয় ডকুমেন্ট দরপত্রের সাথে দাখিল করতে হবে। <box>773 576 1287 589</box>
info-value: ১৩-০৩-২০১৯খ্রি তারিখ ১২.০০ ঘটিকা। <box>1038 275 1494 296</box>
bba1-col-sl: ক্রমিক নং <box>20 1515 64 1552</box>
row-code: WD-67 <box>123 492 157 503</box>
row-code: WD-56: <box>123 432 160 443</box>
table-row <box>19 393 734 431</box>
row-code: WD-98: <box>123 745 160 756</box>
land-signatory-name: মোহাম্মদ আলী <box>1341 902 1404 916</box>
list-item: ০৫. User ID ও Password দিয়ে প্রার্থী নিজস্ব তথ্য ওয়েবসাইট দিয়ে হতে পুনরুদ্ধার করতে পারবেন। <box>773 1485 1182 1498</box>
row-closing-date: 05-Mar-2019 12.00 PM <box>663 393 734 431</box>
ref-number: Ref: 13.01.0000.361.55.021.19-113 <box>18 213 192 226</box>
list-item: ০৬. বিকাশের মাধ্যমে টাকা পাঠানো প্রক্রিয়াঃ ১ম ধাপ: *২৪৭# ডায়াল করে বিকাশ মোবাইল মেনুতে যেতে হবে; ২য় ধাপ: Payment; ৩য় ধাপ: বিকাশ মার্চেন্ট একাউন্ট লিখুন: ০১৭০০৭১৬৬৯৯; ৪র্থ ধাপে টাকার পরিমাণ ১০২.০০ (একশত দুই টাকা); ৫ম ধাপ: রেফারেন্স নম্বর User ID; ৬ষ্ঠ ধাপ: কাউন্টার নম্বর ১ লিখুন; ৭ম ধাপ: গোপন পিন নম্বর প্রদান করুন XXXX; SMS-এ উল্লিখিত Transaction ID সংরক্ষণ করুন; ৮ম ধাপ: www.bba.gov.bd তে প্রবেশ করে e-Recruitment menu তে ক্লিক করে Payment Status-এ লিখিত প্রদত্ত Transaction ID প্রবেশ করান এবং Submit করুন। <box>773 1502 1494 1564</box>
row-publication-date: 05-Feb-2019 12.00 PM <box>522 647 593 695</box>
row-sl: 05 <box>19 490 49 539</box>
row-security-date: 05-Mar-2019 11.30 AM <box>593 647 663 695</box>
info-value: উদ্ধৃত মূল্যের শতকরা ২০% হারে। <box>1038 318 1494 339</box>
newspaper-brand: The Daily Star <box>1351 5 1459 25</box>
row-description-cell <box>119 296 522 356</box>
info-value: ১০০০/- (এক হাজার) টাকা (অফেরতযোগ্য)। <box>1038 233 1494 254</box>
info-label: দরপত্র বিক্রয়ের সর্বশেষ তারিখ <box>774 254 1038 275</box>
row-tender-id: 281347 <box>49 490 119 539</box>
row-security-date: 05-Mar-2019 11.30 AM <box>593 355 663 393</box>
bba2-gov-line: গণপ্রজাতন্ত্রী বাংলাদেশ সরকার <box>1047 1033 1220 1050</box>
bba2-cell: ০৫ <box>1047 1301 1091 1339</box>
bba1-project: সাপোর্ট টু ঢাকা এলিভেটেড এক্সপ্রেসওয়ে পিপিপি প্রকল্প <box>230 1320 521 1337</box>
table-row <box>774 360 1494 381</box>
row-sl: 03 <box>19 393 49 431</box>
row-tender-id: 282110 <box>49 296 119 356</box>
row-description: 1. Repair of Food Godown. OCLSD Office Cum-Quarter. Darwan Quarter. Boundary Wall and Installation of Tube-Well & Motor with Ancillary Facilities at Daulatpur LSD. Manikgonj. 2. Repair of Silo Building. AME Quarter and Boundary Wall with Ancillary Facilities at Narayangonj Silo. Narayangonj. <box>123 309 517 353</box>
row-sl: 09 <box>19 695 49 744</box>
list-item: ৭। সিভিলিয়ান ক্রয়ের মূল রশিদ দরপত্রের সাথে দাখিল করতে হবে এবং প্রতিষ্ঠানের নাম, ঠিকানা দরপত্রে যথাযথভাবে উল্লেখ করতে হবে। <box>773 613 1340 626</box>
row-tender-id: 281335 <box>49 355 119 393</box>
row-closing-date: 05-Mar-2019 12.00 PM <box>663 539 734 587</box>
info-value: বাংলাদেশ স্থলবন্দর কর্তৃপক্ষ, টিসিবি ভবন (৬ষ্ঠ তলা), কাওরান বাজার, ঢাকা-১২১৫। <box>1038 360 1494 381</box>
row-security-date: 05-Mar-2019 11.30 AM <box>593 539 663 587</box>
row-security-date: 05-Mar-2019 11.30 AM <box>593 695 663 744</box>
bba1-signatory-name: (এ এইচ এম শাখাওয়াত আকতার) <box>455 2372 600 2384</box>
